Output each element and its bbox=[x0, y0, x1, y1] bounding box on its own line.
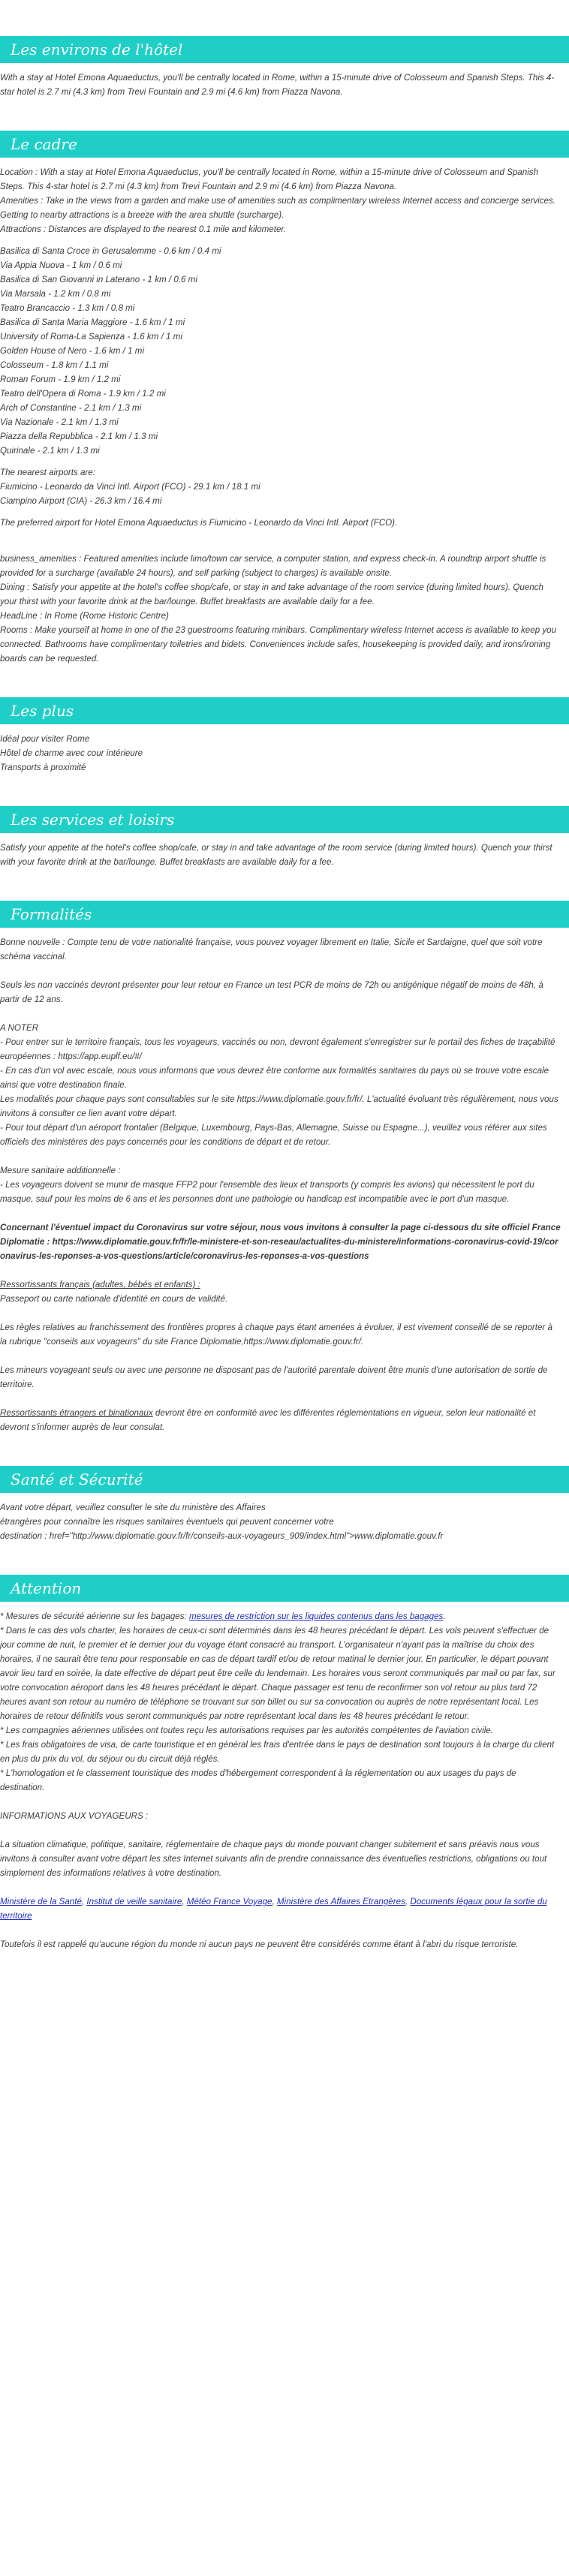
section-title: Les services et loisirs bbox=[0, 806, 569, 833]
amenities-text: Amenities : Take in the views from a garden and make use of amenities such as complimentary wireless Internet access and concierge services. Getting to nearby attractions is a breeze with the area shuttle (surcharge). bbox=[0, 196, 555, 220]
section-title: Attention bbox=[0, 1575, 569, 1602]
services-text: Satisfy your appetite at the hotel's coffee shop/cafe, or stay in and take advantage of the room service (during limited hours). Quench your thirst with your favorite drink at the bar/lounge. Buffet breakfasts are available daily for a fee. bbox=[0, 843, 552, 867]
ressortissants-fr-text: Passeport ou carte nationale d'identité en cours de validité. bbox=[0, 1294, 228, 1304]
page bbox=[0, 36, 569, 1982]
note-item: - Pour entrer sur le territoire français, tous les voyageurs, vaccinés ou non, devront également s'enregistrer sur le portail des fiches de traçabilité européennes : https://app.euplf.eu/#/ bbox=[0, 1037, 555, 1061]
attention-list bbox=[0, 1624, 561, 1795]
note-list bbox=[0, 1035, 561, 1149]
bagage-prefix: * Mesures de sécurité aérienne sur les bagages: bbox=[0, 1612, 189, 1621]
liquid-restriction-link[interactable]: mesures de restriction sur les liquides contenus dans les bagages bbox=[188, 1612, 444, 1621]
plus-list bbox=[0, 732, 561, 775]
note-item: - Pour tout départ d'un aéroport frontalier (Belgique, Luxembourg, Pays-Bas, Allemagne, Suisse ou Espagne...), veuillez vous référer aux sites officiels des ministères des pays concernés pour les conditions de départ et de retour. bbox=[0, 1123, 547, 1147]
closing-text: Toutefois il est rappelé qu'aucune région du monde ni aucun pays ne peuvent être considérés comme étant à l'abri du risque terroriste. bbox=[0, 1940, 519, 1949]
location-text: Location : With a stay at Hotel Emona Aquaeductus, you'll be centrally located in Rome, within a 15-minute drive of Colosseum and Spanish Steps. This 4-star hotel is 2.7 mi (4.3 km) from Trevi Fountain and 2.9 mi (4.6 km) from Piazza Navona. bbox=[0, 167, 539, 191]
section-title: Formalités bbox=[0, 901, 569, 928]
distance-item: Teatro Brancaccio - 1.3 km / 0.8 mi bbox=[0, 303, 135, 313]
regles-text: Les règles relatives au franchissement des frontières propres à chaque pays étant amenées à évoluer, il est vivement conseillé de se reporter à la rubrique "conseils aux voyageurs" du site France Diplomatie,https://www.diplomatie.gouv.fr/. bbox=[0, 1323, 552, 1347]
note-item: Les modalités pour chaque pays sont consultables sur le site https://www.diplomatie.gouv.fr/fr/. L'actualité évoluant très régulièrement, nous vous invitons à consulter ce lien avant votre départ. bbox=[0, 1094, 558, 1118]
section-formalites bbox=[0, 901, 569, 1434]
plus-item: Hôtel de charme avec cour intérieure bbox=[0, 748, 143, 758]
preferred-airport: The preferred airport for Hotel Emona Aquaeductus is Fiumicino - Leonardo da Vinci Intl. Airport (FCO). bbox=[0, 518, 398, 528]
attention-item: * L'homologation et le classement touristique des modes d'hébergement correspondent à la réglementation ou aux usages du pays de destination. bbox=[0, 1768, 516, 1792]
plus-item: Transports à proximité bbox=[0, 763, 86, 772]
info-links: Ministère de la Santé, Institut de veille sanitaire, Météo France Voyage, Ministère des Affaires Etrangères, Documents légaux pour la sortie du territoire bbox=[0, 1897, 547, 1921]
attention-item: * Les frais obligatoires de visa, de carte touristique et en général les frais d'entrée dans le pays de destination sont toujours à la charge du client en plus du prix du vol, du séjour ou du circuit déjà réglés. bbox=[0, 1740, 555, 1764]
distance-item: Quirinale - 2.1 km / 1.3 mi bbox=[0, 446, 100, 456]
distance-item: Piazza della Repubblica - 2.1 km / 1.3 mi bbox=[0, 432, 158, 441]
bagage-suffix: . bbox=[443, 1612, 446, 1621]
info-link[interactable]: Institut de veille sanitaire bbox=[86, 1897, 182, 1906]
info-link[interactable]: Documents légaux pour la sortie du territoire bbox=[0, 1897, 547, 1921]
distance-item: Via Appia Nuova - 1 km / 0.6 mi bbox=[0, 260, 122, 270]
distance-item: Via Nazionale - 2.1 km / 1.3 mi bbox=[0, 417, 119, 427]
formalites-p1: Bonne nouvelle : Compte tenu de votre nationalité française, vous pouvez voyager librement en Italie, Sicile et Sardaigne, quel que soit votre schéma vaccinal. bbox=[0, 937, 543, 961]
airport-list bbox=[0, 480, 561, 508]
distance-item: Golden House of Nero - 1.6 km / 1 mi bbox=[0, 346, 145, 356]
attention-item: * Les compagnies aériennes utilisées ont toutes reçu les autorisations requises par les autorités compétentes de l'aviation civile. bbox=[0, 1726, 493, 1735]
etrangers-text: devront être en conformité avec les différentes réglementations en vigueur, selon leur nationalité et devront s'informer auprès de leur consulat. bbox=[0, 1408, 536, 1432]
distance-item: Basilica di Santa Maria Maggiore - 1.6 km / 1 mi bbox=[0, 317, 185, 327]
info-link[interactable]: Météo France Voyage bbox=[186, 1897, 272, 1906]
distance-item: Teatro dell'Opera di Roma - 1.9 km / 1.2 mi bbox=[0, 389, 166, 399]
note-item: - En cas d'un vol avec escale, nous vous informons que vous devrez être conforme aux formalités sanitaires du pays où se trouve votre escale ainsi que votre destination finale. bbox=[0, 1066, 549, 1090]
airport-item: Fiumicino - Leonardo da Vinci Intl. Airport (FCO) - 29.1 km / 18.1 mi bbox=[0, 482, 260, 492]
mineurs-text: Les mineurs voyageant seuls ou avec une personne ne disposant pas de l'autorité parentale doivent être munis d'une autorisation de sortie de territoire. bbox=[0, 1365, 548, 1389]
note-title: A NOTER bbox=[0, 1023, 39, 1033]
section-title: Les plus bbox=[0, 697, 569, 724]
section-services bbox=[0, 806, 569, 869]
distance-item: Via Marsala - 1.2 km / 0.8 mi bbox=[0, 289, 111, 299]
ressortissants-fr-title: Ressortissants français (adultes, bébés et enfants) : bbox=[0, 1280, 200, 1290]
business-amenities: business_amenities : Featured amenities include limo/town car service, a computer station, and express check-in. A roundtrip airport shuttle is provided for a surcharge (available 24 hours), and self parking (subject to charges) is available onsite. bbox=[0, 554, 546, 578]
airports-heading: The nearest airports are: bbox=[0, 468, 95, 477]
airport-item: Ciampino Airport (CIA) - 26.3 km / 16.4 mi bbox=[0, 496, 162, 506]
info-link[interactable]: Ministère des Affaires Etrangères bbox=[276, 1897, 405, 1906]
sante-line: Avant votre départ, veuillez consulter le site du ministère des Affaires bbox=[0, 1503, 266, 1512]
section-attention bbox=[0, 1575, 569, 1952]
info-link[interactable]: Ministère de la Santé bbox=[0, 1897, 82, 1906]
mesure-title: Mesure sanitaire additionnelle : bbox=[0, 1166, 121, 1175]
section-title: Les environs de l'hôtel bbox=[0, 36, 569, 63]
sante-line: étrangères pour connaître les risques sanitaires éventuels qui peuvent concerner votre bbox=[0, 1517, 334, 1527]
rooms-text: Rooms : Make yourself at home in one of the 23 guestrooms featuring minibars. Complimentary wireless Internet access is available to keep you connected. Bathrooms have complimentary toiletries and bidets. Conveniences include safes, housekeeping is provided daily, and irons/ironing boards can be requested. bbox=[0, 625, 557, 664]
sante-line: destination : href="http://www.diplomatie.gouv.fr/fr/conseils-aux-voyageurs_909/index.html">www.diplomatie.gouv.fr bbox=[0, 1531, 444, 1541]
environs-text: With a stay at Hotel Emona Aquaeductus, you'll be centrally located in Rome, within a 15-minute drive of Colosseum and Spanish Steps. This 4-star hotel is 2.7 mi (4.3 km) from Trevi Fountain and 2.9 mi (4.6 km) from Piazza Navona. bbox=[0, 73, 555, 97]
section-sante bbox=[0, 1466, 569, 1543]
section-title: Santé et Sécurité bbox=[0, 1466, 569, 1493]
distance-item: University of Roma-La Sapienza - 1.6 km / 1 mi bbox=[0, 332, 182, 342]
headline-text: HeadLine : In Rome (Rome Historic Centre) bbox=[0, 611, 169, 621]
distance-list bbox=[0, 244, 561, 458]
dining-text: Dining : Satisfy your appetite at the hotel's coffee shop/cafe, or stay in and take advantage of the room service (during limited hours). Quench your thirst with your favorite drink at the bar/lounge. Buffet breakfasts are available daily for a fee. bbox=[0, 582, 544, 606]
distance-item: Roman Forum - 1.9 km / 1.2 mi bbox=[0, 375, 121, 384]
etrangers-title: Ressortissants étrangers et binationaux bbox=[0, 1408, 153, 1418]
section-cadre bbox=[0, 131, 569, 666]
attractions-text: Attractions : Distances are displayed to the nearest 0.1 mile and kilometer. bbox=[0, 224, 287, 234]
info-text: La situation climatique, politique, sanitaire, réglementaire de chaque pays du monde pouvant changer subitement et sans préavis nous vous invitons à consulter avant votre départ les sites Internet suivants afin de prendre connaissance des éventuelles restrictions, obligations ou tout simplement des informations relatives à votre destination. bbox=[0, 1840, 547, 1878]
distance-item: Arch of Constantine - 2.1 km / 1.3 mi bbox=[0, 403, 142, 413]
section-environs bbox=[0, 36, 569, 99]
plus-item: Idéal pour visiter Rome bbox=[0, 734, 90, 744]
distance-item: Colosseum - 1.8 km / 1.1 mi bbox=[0, 360, 109, 370]
attention-item: * Dans le cas des vols charter, les horaires de ceux-ci sont déterminés dans les 48 heures précédant le départ. Les vols peuvent s'effectuer de jour comme de nuit, le premier et le dernier jour du voyage étant consacré au transport. L'organisateur n'ayant pas la maîtrise du choix des horaires, il ne saurait être tenu pour responsable en cas de départ tardif et/ou de retour matinal le dernier jour. En particulier, le départ pouvant avoir lieu tard en soirée, la date effective de départ peut être celle du lendemain. Les horaires vous seront communiqués par mail ou par fax, sur votre convocation aéroport dans les 48 heures précédant le départ. Chaque passager est tenu de reconfirmer son vol retour au plus tard 72 heures avant son retour au numéro de téléphone se trouvant sur son billet ou sur sa convocation ou auprès de notre représentant local. Les horaires de retour définitifs vous seront communiqués par notre représentant local dans les 48 heures précédant le retour. bbox=[0, 1626, 555, 1721]
distance-item: Basilica di Santa Croce in Gerusalemme - 0.6 km / 0.4 mi bbox=[0, 246, 221, 256]
section-plus bbox=[0, 697, 569, 775]
coronavirus-notice: Concernant l'éventuel impact du Coronavirus sur votre séjour, nous vous invitons à consulter la page ci-dessous du site officiel France Diplomatie : https://www.diplomatie.gouv.fr/fr/le-ministere-et-son-reseau/actualites-du-ministere/informations-coronavirus-covid-19/coronavirus-les-reponses-a-vos-questions/article/coronavirus-les-reponses-a-vos-questions bbox=[0, 1223, 561, 1261]
mesure-text: - Les voyageurs doivent se munir de masque FFP2 pour l'ensemble des lieux et transports (y compris les avions) qui nécessitent le port du masque, sauf pour les moins de 6 ans et les personnes dont une pathologie ou handicap est incompatible avec le port d'un masque. bbox=[0, 1180, 534, 1204]
distance-item: Basilica di San Giovanni in Laterano - 1 km / 0.6 mi bbox=[0, 275, 197, 284]
section-title: Le cadre bbox=[0, 131, 569, 158]
info-title: INFORMATIONS AUX VOYAGEURS : bbox=[0, 1811, 149, 1821]
sante-text bbox=[0, 1500, 561, 1543]
formalites-p2: Seuls les non vaccinés devront présenter pour leur retour en France un test PCR de moins de 72h ou antigénique négatif de moins de 48h, à partir de 12 ans. bbox=[0, 980, 543, 1004]
